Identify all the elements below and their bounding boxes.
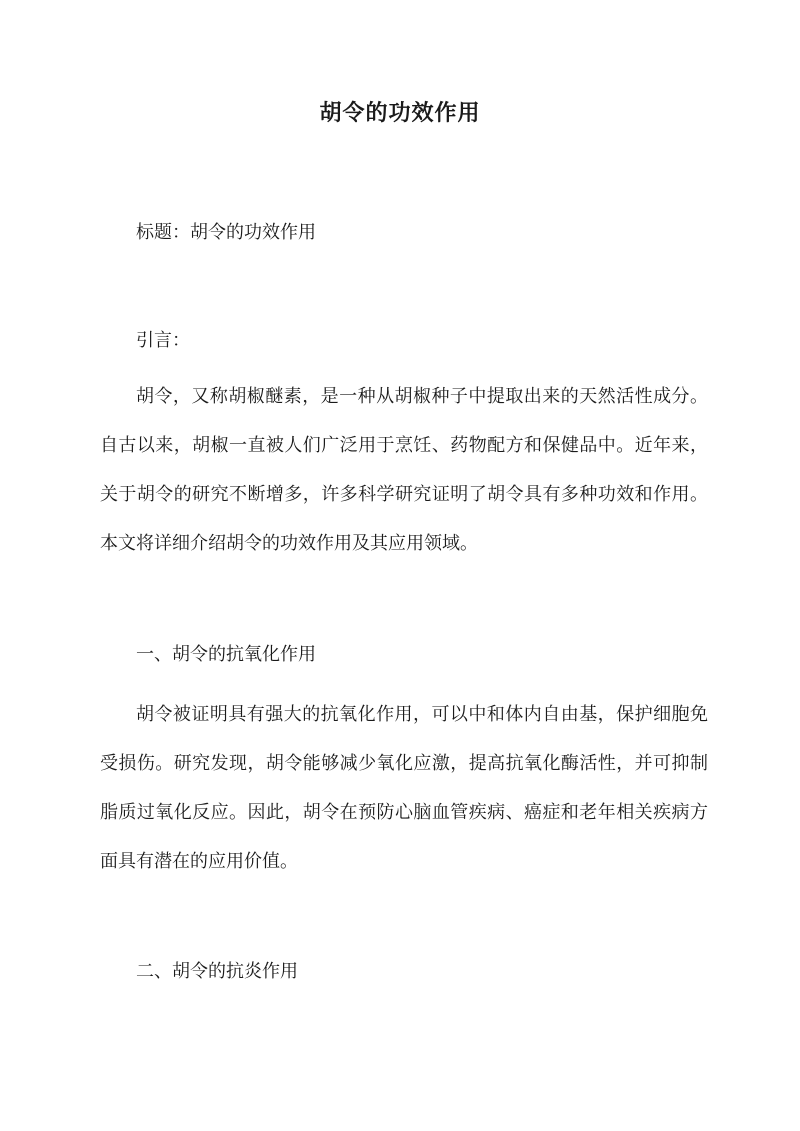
intro-heading: 引言： bbox=[136, 330, 190, 351]
intro-paragraph: 胡令，又称胡椒醚素，是一种从胡椒种子中提取出来的天然活性成分。自古以来，胡椒一直被人们广泛用于烹饪、药物配方和保健品中。近年来，关于胡令的研究不断增多，许多科学研究证明了胡令具有多种功效和作用。本文将详细介绍胡令的功效作用及其应用领域。 bbox=[100, 386, 708, 554]
subject-line: 标题：胡令的功效作用 bbox=[136, 222, 316, 243]
section-paragraph-antioxidant: 胡令被证明具有强大的抗氧化作用，可以中和体内自由基，保护细胞免受损伤。研究发现，胡令能够减少氧化应激，提高抗氧化酶活性，并可抑制脂质过氧化反应。因此，胡令在预防心脑血管疾病、癌症和老年相关疾病方面具有潜在的应用价值。 bbox=[100, 704, 708, 872]
section-heading-antioxidant: 一、胡令的抗氧化作用 bbox=[136, 644, 316, 665]
section-heading-anti-inflammatory: 二、胡令的抗炎作用 bbox=[136, 961, 298, 982]
document-title: 胡令的功效作用 bbox=[319, 100, 481, 126]
